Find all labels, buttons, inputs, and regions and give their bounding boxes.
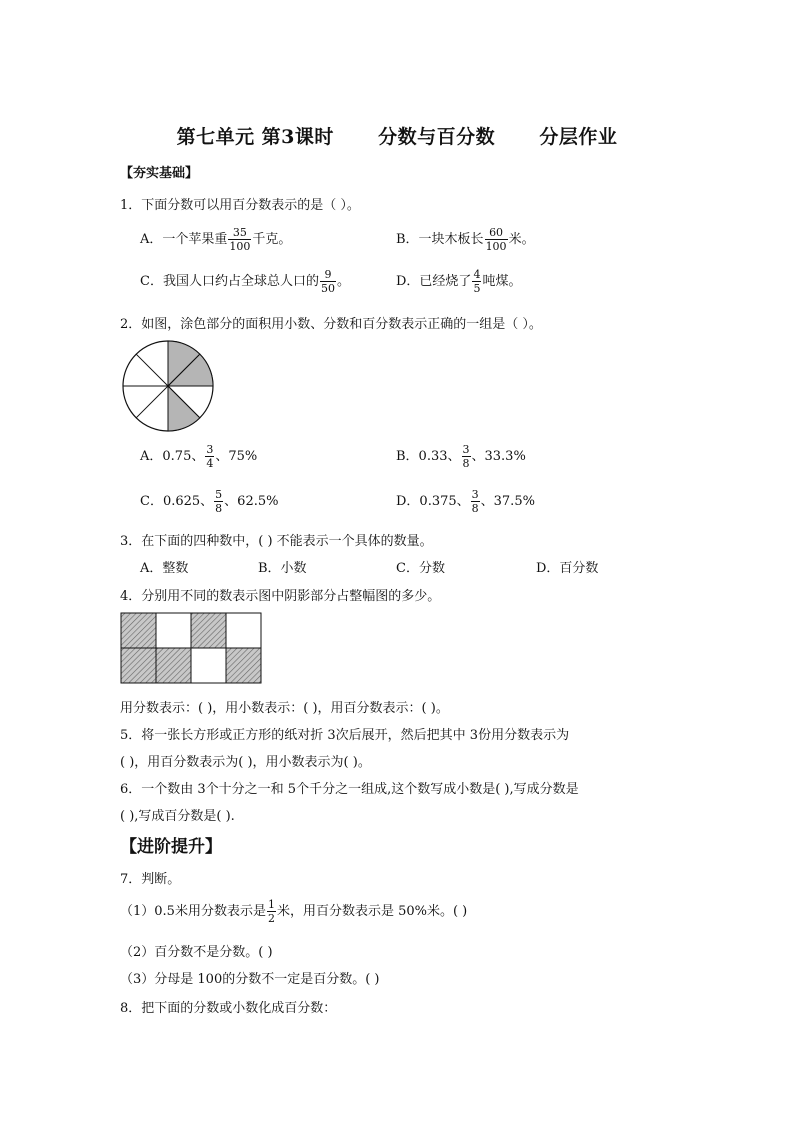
- q3-option-c: C．分数: [396, 561, 445, 576]
- q1-option-a: A．一个苹果重 $\frac{35}{100}$ 千克。: [140, 226, 292, 253]
- q2-option-c: C．0.625、 $\frac{5}{8}$ 、62.5%: [140, 488, 279, 515]
- title-part3: 分层作业: [539, 126, 618, 148]
- q1-option-d: D．已经烧了 $\frac{4}{5}$ 吨煤。: [396, 268, 522, 295]
- pie-figure: [120, 338, 216, 434]
- q7-statement-2: （2）百分数不是分数。( ): [120, 945, 273, 960]
- q3-option-a: A．整数: [140, 561, 189, 576]
- q3-option-b: B．小数: [258, 561, 307, 576]
- title-part2: 分数与百分数: [378, 126, 496, 148]
- title-part1: 第七单元 第3课时: [176, 126, 334, 148]
- q1-option-c: C．我国人口约占全球总人口的 $\frac{9}{50}$ 。: [140, 268, 350, 295]
- q2-stem: 2．如图，涂色部分的面积用小数、分数和百分数表示正确的一组是（ ）。: [120, 317, 542, 332]
- q1-stem: 1．下面分数可以用百分数表示的是（ ）。: [120, 198, 360, 213]
- q8-stem: 8．把下面的分数或小数化成百分数：: [120, 1001, 337, 1016]
- q3-option-d: D．百分数: [536, 561, 599, 576]
- q7-statement-1: （1）0.5米用分数表示是 $\frac{1}{2}$ 米，用百分数表示是 50%米。( ): [120, 898, 468, 925]
- q7-stem: 7．判断。: [120, 872, 181, 887]
- q3-stem: 3．在下面的四种数中，( ) 不能表示一个具体的数量。: [120, 534, 433, 549]
- q6-line1: 6．一个数由 3个十分之一和 5个千分之一组成,这个数写成小数是( ),写成分数是: [120, 782, 579, 797]
- q2-option-a: A．0.75、 $\frac{3}{4}$ 、75%: [140, 443, 258, 470]
- grid-figure: [120, 612, 264, 686]
- q5-line1: 5．将一张长方形或正方形的纸对折 3次后展开，然后把其中 3份用分数表示为: [120, 728, 570, 743]
- q4-stem: 4．分别用不同的数表示图中阴影部分占整幅图的多少。: [120, 589, 441, 604]
- page-title: [0, 122, 794, 149]
- q7-statement-3: （3）分母是 100的分数不一定是百分数。( ): [120, 972, 380, 987]
- q6-line2: ( ),写成百分数是( ).: [120, 809, 235, 824]
- q2-option-d: D．0.375、 $\frac{3}{8}$ 、37.5%: [396, 488, 535, 515]
- q2-option-b: B．0.33、 $\frac{3}{8}$ 、33.3%: [396, 443, 526, 470]
- q1-option-b: B．一块木板长 $\frac{60}{100}$ 米。: [396, 226, 535, 253]
- q4-answer-line: 用分数表示：( )，用小数表示：( )，用百分数表示：( )。: [120, 701, 449, 716]
- q5-line2: ( )，用百分数表示为( )，用小数表示为( )。: [120, 755, 371, 770]
- section-heading-basic: 【夯实基础】: [120, 166, 199, 181]
- section-heading-advanced: 【进阶提升】: [120, 837, 222, 857]
